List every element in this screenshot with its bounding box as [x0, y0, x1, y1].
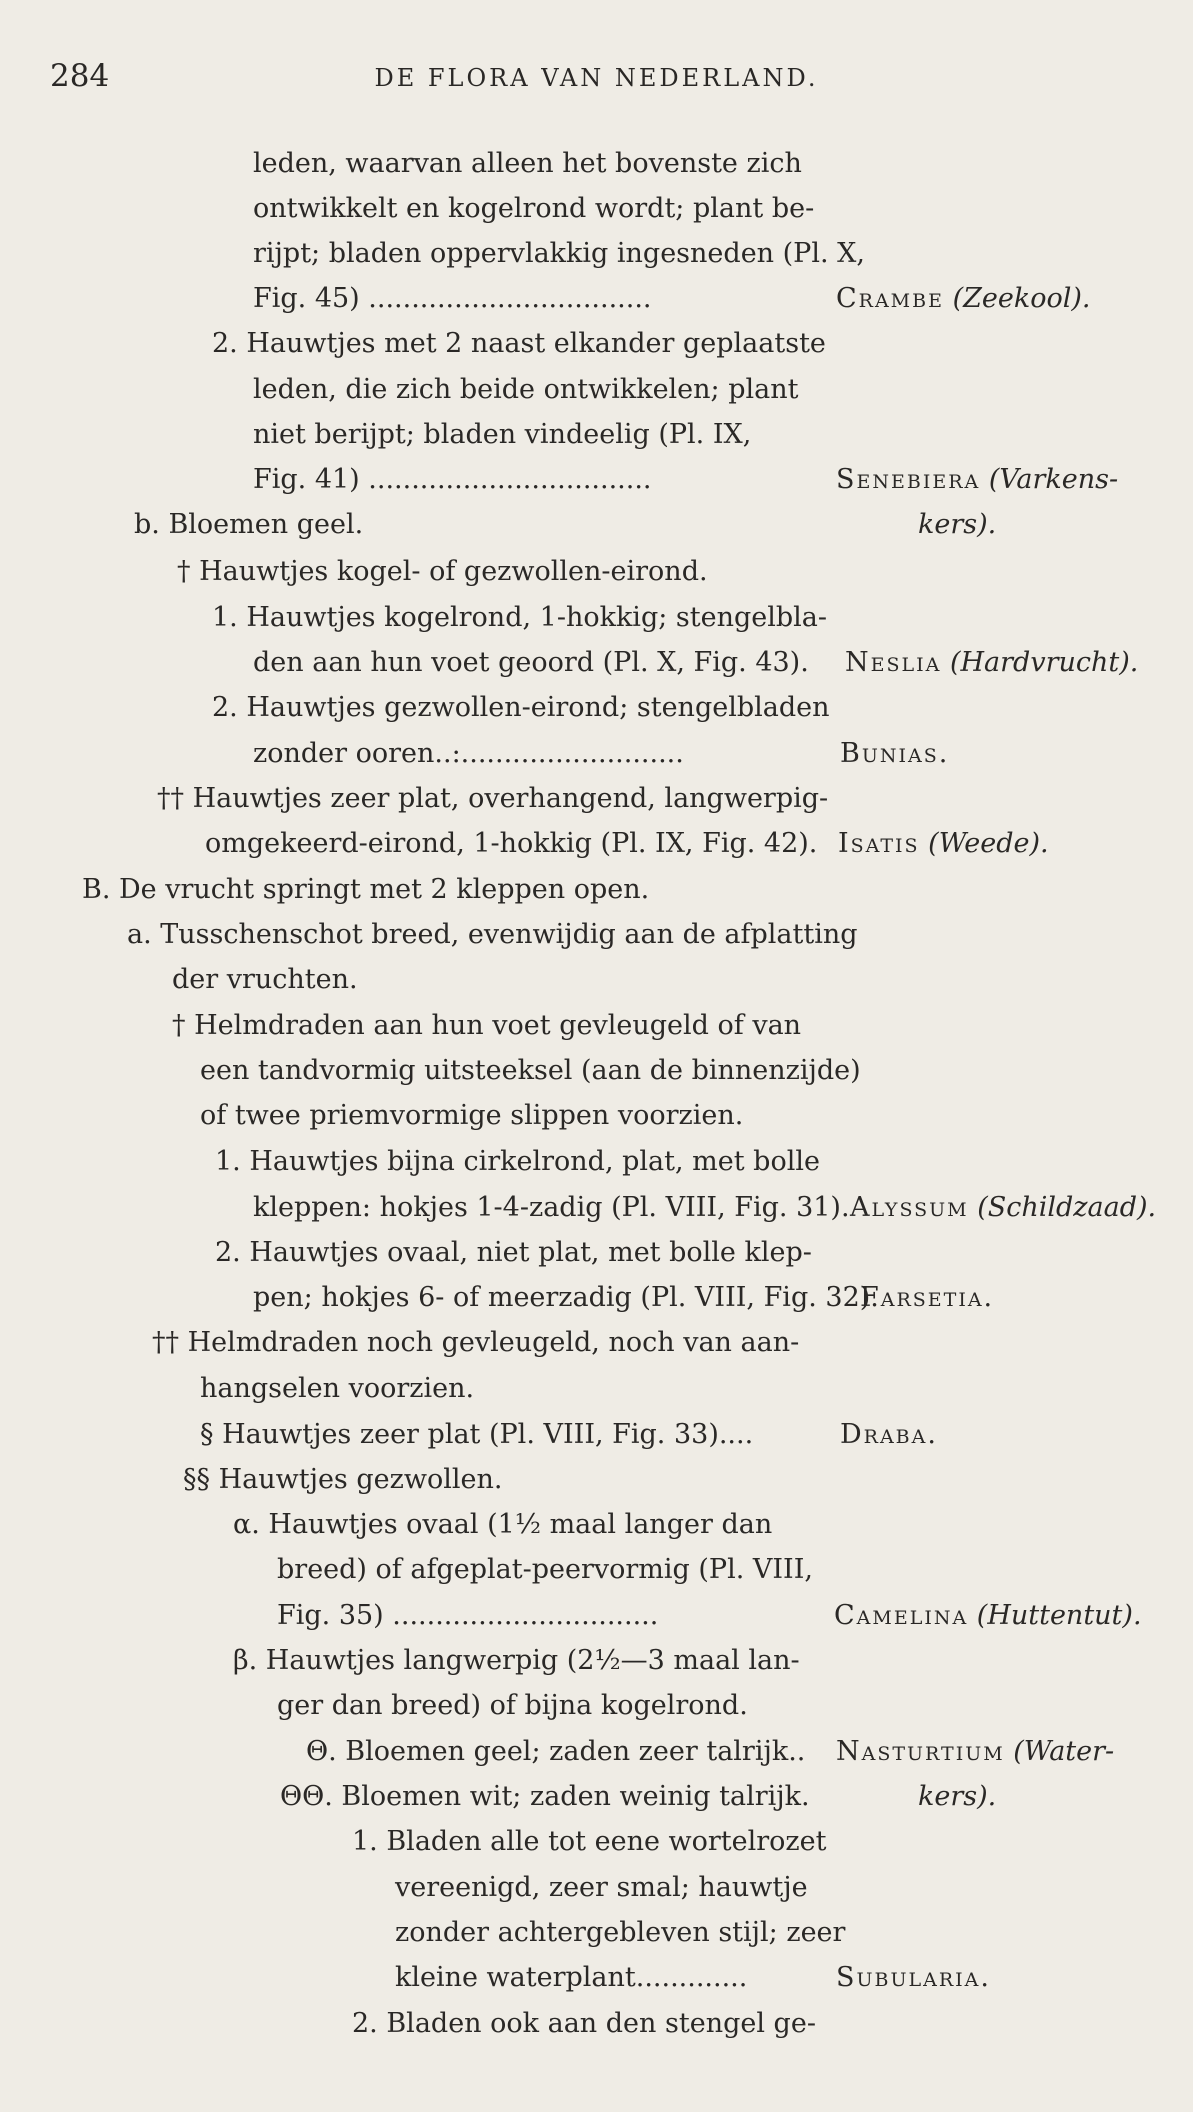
- text-line: leden, waarvan alleen het bovenste zich: [253, 148, 802, 179]
- text-line: b. Bloemen geel.: [134, 509, 364, 540]
- text-line: 2. Hauwtjes gezwollen-eirond; stengelbladen: [212, 692, 830, 723]
- genus-name: Nasturtium: [836, 1736, 1005, 1767]
- text-line: † Hauwtjes kogel- of gezwollen-eirond.: [177, 556, 708, 587]
- genus-name: Alyssum: [850, 1192, 969, 1223]
- genus-entry: [840, 1419, 938, 1450]
- genus-name: Subularia.: [836, 1962, 991, 1993]
- text-line: 2. Bladen ook aan den stengel ge-: [352, 2008, 816, 2039]
- genus-name: Senebiera: [836, 464, 981, 495]
- text-line: hangselen voorzien.: [200, 1373, 475, 1404]
- text-line: 1. Bladen alle tot eene wortelrozet: [352, 1826, 827, 1857]
- text-line: rijpt; bladen oppervlakkig ingesneden (Pl. X,: [253, 238, 865, 269]
- genus-name: Bunias.: [840, 738, 950, 769]
- genus-name: Neslia: [845, 647, 942, 678]
- text-line: niet berijpt; bladen vindeelig (Pl. IX,: [253, 419, 752, 450]
- genus-entry: [860, 1282, 994, 1313]
- common-name: (Huttentut).: [976, 1600, 1142, 1631]
- common-name: (Schildzaad).: [977, 1192, 1157, 1223]
- text-line: 2. Hauwtjes ovaal, niet plat, met bolle klep-: [215, 1237, 812, 1268]
- genus-entry: [836, 1962, 991, 1993]
- text-line: 1. Hauwtjes bijna cirkelrond, plat, met bolle: [215, 1146, 820, 1177]
- text-line: vereenigd, zeer smal; hauwtje: [395, 1872, 808, 1903]
- common-name: (Hardvrucht).: [949, 647, 1139, 678]
- text-line: der vruchten.: [172, 964, 358, 995]
- genus-entry: [836, 283, 1090, 314]
- text-line: 1. Hauwtjes kogelrond, 1-hokkig; stengelbla-: [212, 602, 828, 633]
- text-line: kleine waterplant.............: [395, 1962, 748, 1993]
- genus-name: Crambe: [836, 283, 944, 314]
- common-name: (Varkens-: [988, 464, 1119, 495]
- text-line: †† Helmdraden noch gevleugeld, noch van aan-: [152, 1327, 800, 1358]
- genus-entry: [836, 1736, 1114, 1767]
- text-line: B. De vrucht springt met 2 kleppen open.: [82, 874, 650, 905]
- text-line: † Helmdraden aan hun voet gevleugeld of van: [172, 1010, 802, 1041]
- text-line: ontwikkelt en kogelrond wordt; plant be-: [253, 193, 815, 224]
- text-line: a. Tusschenschot breed, evenwijdig aan de afplatting: [127, 919, 858, 950]
- genus-entry: [840, 738, 949, 769]
- text-line: β. Hauwtjes langwerpig (2½—3 maal lan-: [233, 1645, 800, 1676]
- genus-name: Farsetia.: [860, 1282, 995, 1313]
- text-line: zonder achtergebleven stijl; zeer: [395, 1917, 846, 1948]
- genus-entry: [838, 828, 1049, 859]
- text-line: ger dan breed) of bijna kogelrond.: [277, 1690, 748, 1721]
- text-line: omgekeerd-eirond, 1-hokkig (Pl. IX, Fig. 42).: [205, 828, 818, 859]
- genus-name: Camelina: [834, 1600, 969, 1631]
- genus-entry: [836, 464, 1118, 495]
- common-name: (Zeekool).: [952, 283, 1091, 314]
- text-line: den aan hun voet geoord (Pl. X, Fig. 43).: [253, 647, 809, 678]
- genus-name: Isatis: [838, 828, 920, 859]
- text-line: of twee priemvormige slippen voorzien.: [200, 1100, 744, 1131]
- text-line: pen; hokjes 6- of meerzadig (Pl. VIII, Fig. 32).: [253, 1282, 879, 1313]
- text-line: leden, die zich beide ontwikkelen; plant: [253, 374, 799, 405]
- text-line: ΘΘ. Bloemen wit; zaden weinig talrijk.: [280, 1781, 810, 1812]
- text-line: Fig. 35) ...............................: [277, 1600, 659, 1631]
- common-name: (Weede).: [928, 828, 1049, 859]
- common-name: (Water-: [1013, 1736, 1115, 1767]
- text-line: §§ Hauwtjes gezwollen.: [183, 1464, 503, 1495]
- common-name: kers).: [918, 509, 997, 540]
- text-line: α. Hauwtjes ovaal (1½ maal langer dan: [233, 1509, 773, 1540]
- page-number: 284: [50, 58, 110, 94]
- genus-entry: [918, 509, 996, 540]
- genus-entry: [850, 1192, 1156, 1223]
- text-line: een tandvormig uitsteeksel (aan de binnenzijde): [200, 1055, 861, 1086]
- genus-entry: [845, 647, 1138, 678]
- text-line: breed) of afgeplat-peervormig (Pl. VIII,: [277, 1554, 813, 1585]
- text-line: § Hauwtjes zeer plat (Pl. VIII, Fig. 33)....: [200, 1419, 754, 1450]
- genus-name: Draba.: [840, 1419, 938, 1450]
- text-line: 2. Hauwtjes met 2 naast elkander geplaatste: [212, 328, 826, 359]
- genus-entry: [834, 1600, 1142, 1631]
- text-line: Fig. 45) .................................: [253, 283, 652, 314]
- common-name: kers).: [918, 1781, 997, 1812]
- text-line: Θ. Bloemen geel; zaden zeer talrijk..: [306, 1736, 806, 1767]
- text-line: zonder ooren..:..........................: [253, 738, 684, 769]
- text-line: kleppen: hokjes 1-4-zadig (Pl. VIII, Fig. 31).: [253, 1192, 850, 1223]
- running-title: DE FLORA VAN NEDERLAND.: [374, 64, 819, 92]
- text-line: Fig. 41) .................................: [253, 464, 652, 495]
- genus-entry: [918, 1781, 996, 1812]
- text-line: †† Hauwtjes zeer plat, overhangend, langwerpig-: [157, 783, 829, 814]
